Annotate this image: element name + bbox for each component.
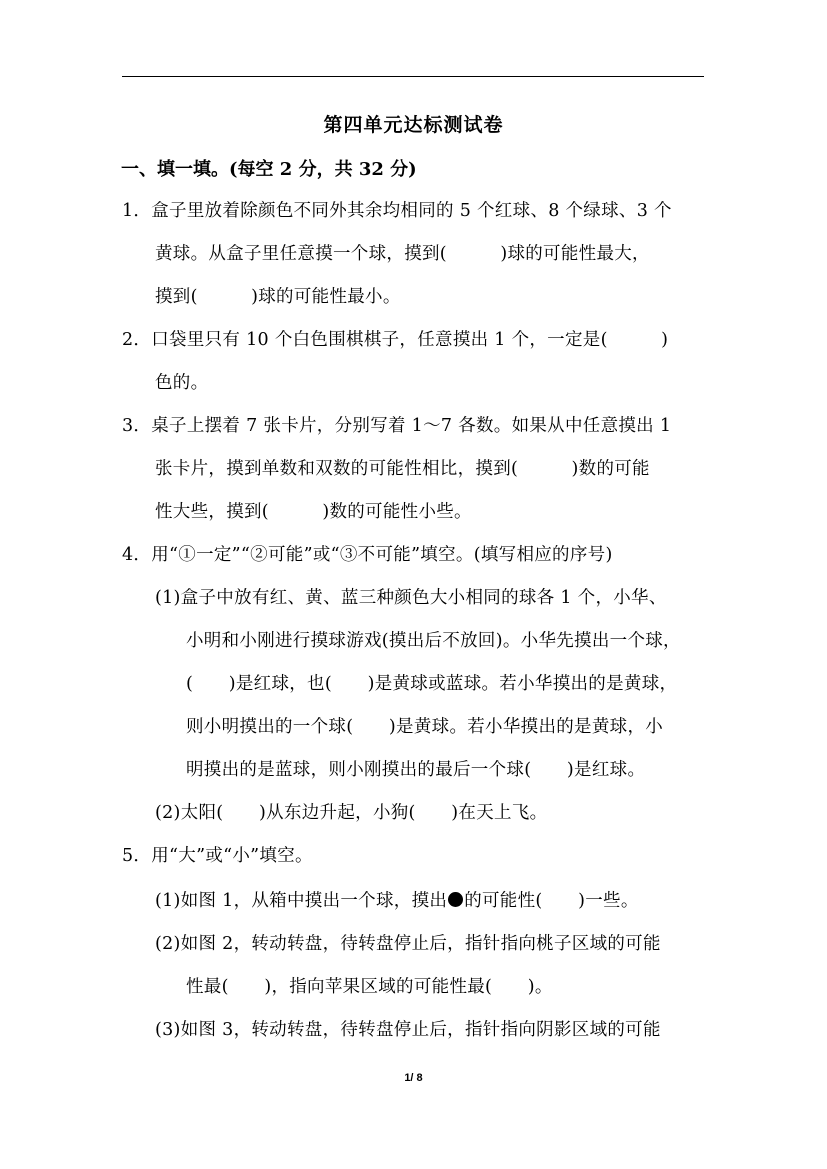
- question-1-line-1: 1．盒子里放着除颜色不同外其余均相同的 5 个红球、8 个绿球、3 个: [122, 201, 672, 221]
- question-2-line-2: 色的。: [155, 373, 209, 393]
- question-3-line-1: 3．桌子上摆着 7 张卡片，分别写着 1～7 各数。如果从中任意摸出 1: [122, 416, 672, 436]
- question-4-part-2: (2)太阳( )从东边升起，小狗( )在天上飞。: [155, 803, 548, 823]
- question-1-line-2: 黄球。从盒子里任意摸一个球，摸到( )球的可能性最大，: [155, 244, 650, 264]
- question-number: 3．: [122, 416, 152, 436]
- question-number: 2．: [122, 330, 152, 350]
- question-5-line-1: 5．用“大”或“小”填空。: [122, 846, 313, 866]
- black-ball-icon: [448, 892, 463, 907]
- section-heading: 一、填一填。(每空 2 分，共 32 分): [121, 159, 417, 180]
- question-4-line-1: 4．用“①一定”“②可能”或“③不可能”填空。(填写相应的序号): [122, 545, 613, 565]
- question-4-part-1-line-1: (1)盒子中放有红、黄、蓝三种颜色大小相同的球各 1 个，小华、: [155, 588, 667, 608]
- question-3-line-3: 性大些，摸到( )数的可能性小些。: [155, 502, 472, 522]
- question-4-part-1-line-5: 明摸出的是蓝球，则小刚摸出的最后一个球( )是红球。: [186, 760, 646, 780]
- question-1-line-3: 摸到( )球的可能性最小。: [155, 287, 401, 307]
- question-5-part-1: (1)如图 1，从箱中摸出一个球，摸出 的可能性( )一些。: [155, 891, 639, 911]
- question-4-part-1-line-3: ( )是红球，也( )是黄球或蓝球。若小华摸出的是黄球，: [186, 674, 678, 694]
- question-number: 1．: [122, 201, 152, 221]
- question-number: 5．: [122, 846, 152, 866]
- question-4-part-1-line-4: 则小明摸出的一个球( )是黄球。若小华摸出的是黄球，小: [186, 717, 664, 737]
- question-5-part-2-line-1: (2)如图 2，转动转盘，待转盘停止后，指针指向桃子区域的可能: [155, 934, 661, 954]
- question-2-line-1: 2．口袋里只有 10 个白色围棋棋子，任意摸出 1 个，一定是( ): [122, 330, 669, 350]
- page-number: 1/ 8: [404, 1072, 423, 1084]
- question-5-part-2-line-2: 性最( )，指向苹果区域的可能性最( )。: [186, 977, 553, 997]
- question-3-line-2: 张卡片，摸到单数和双数的可能性相比，摸到( )数的可能: [155, 459, 650, 479]
- page-title: 第四单元达标测试卷: [323, 114, 504, 136]
- question-4-part-1-line-2: 小明和小刚进行摸球游戏(摸出后不放回)。小华先摸出一个球，: [186, 631, 681, 651]
- header-rule: [122, 76, 704, 77]
- question-5-part-3-line-1: (3)如图 3，转动转盘，待转盘停止后，指针指向阴影区域的可能: [155, 1020, 661, 1040]
- question-number: 4．: [122, 545, 152, 565]
